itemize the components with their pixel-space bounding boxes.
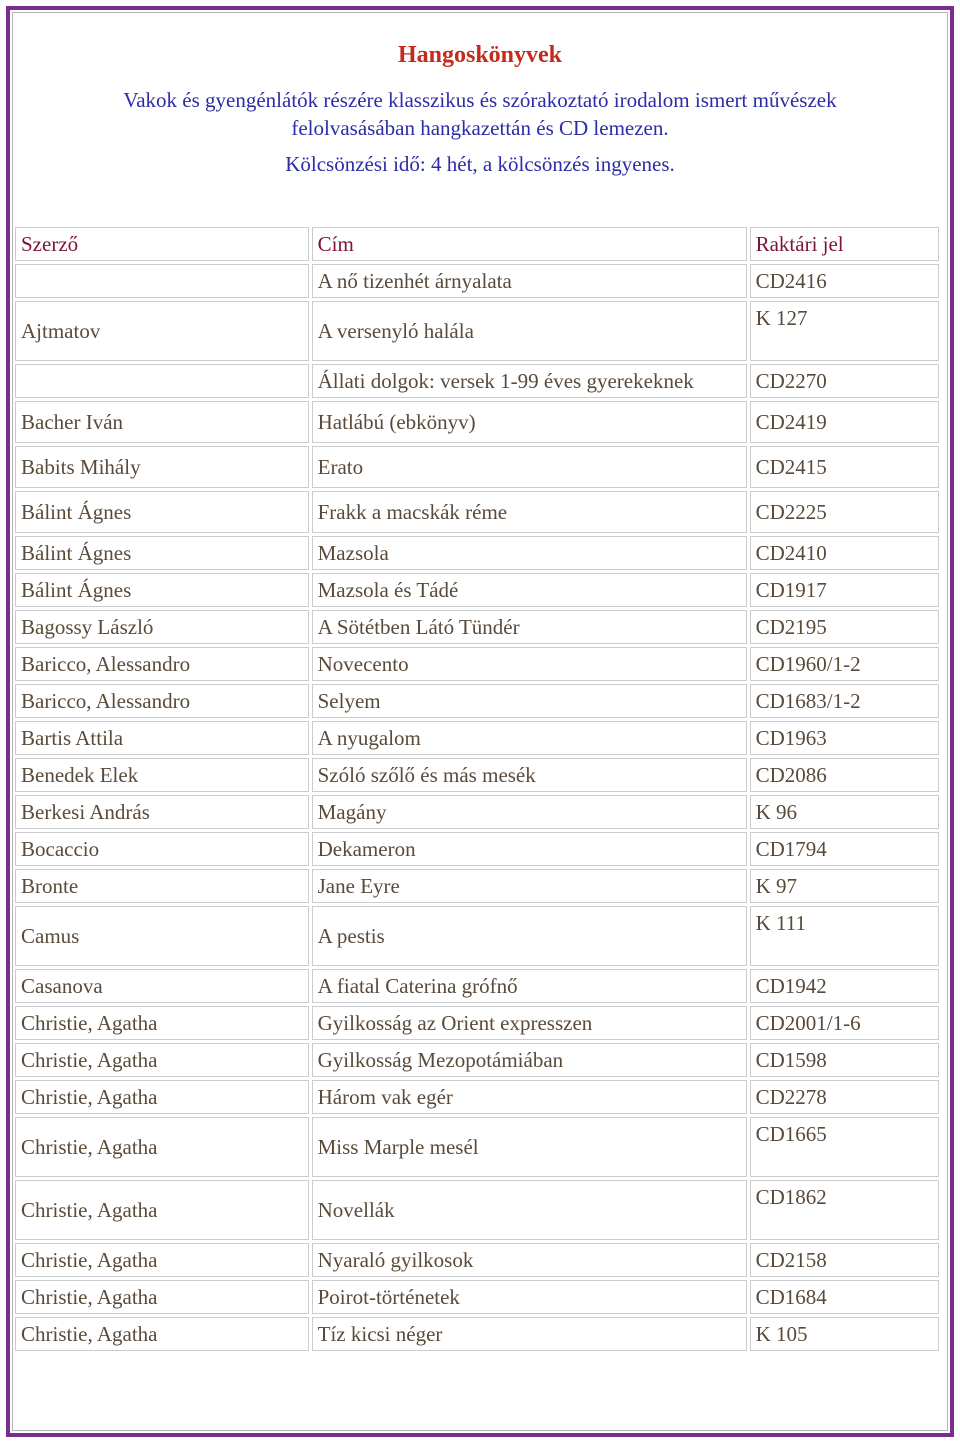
cell-author: Casanova [15, 969, 309, 1003]
cell-code: K 105 [750, 1317, 939, 1351]
table-row [15, 1317, 939, 1351]
cell-code: CD1917 [750, 573, 939, 607]
cell-code: CD2086 [750, 758, 939, 792]
cell-title: Dekameron [312, 832, 747, 866]
cell-code: CD2278 [750, 1080, 939, 1114]
cell-author: Christie, Agatha [15, 1280, 309, 1314]
table-row [15, 795, 939, 829]
cell-author: Christie, Agatha [15, 1180, 309, 1240]
cell-title: A nyugalom [312, 721, 747, 755]
audiobook-table [12, 224, 942, 1354]
table-row [15, 684, 939, 718]
cell-title: Hatlábú (ebkönyv) [312, 401, 747, 443]
cell-author: Christie, Agatha [15, 1243, 309, 1277]
cell-title: Erato [312, 446, 747, 488]
cell-author: Ajtmatov [15, 301, 309, 361]
table-row [15, 1043, 939, 1077]
cell-title: Novellák [312, 1180, 747, 1240]
table-row [15, 721, 939, 755]
table-row [15, 301, 939, 361]
cell-title: Novecento [312, 647, 747, 681]
cell-title: A pestis [312, 906, 747, 966]
cell-code: K 127 [750, 301, 939, 361]
cell-code: CD1963 [750, 721, 939, 755]
cell-author: Babits Mihály [15, 446, 309, 488]
header-author: Szerző [15, 227, 309, 261]
cell-code: CD2195 [750, 610, 939, 644]
cell-code: K 111 [750, 906, 939, 966]
cell-title: Három vak egér [312, 1080, 747, 1114]
table-row [15, 573, 939, 607]
cell-code: CD1960/1-2 [750, 647, 939, 681]
cell-title: Magány [312, 795, 747, 829]
cell-author: Christie, Agatha [15, 1117, 309, 1177]
table-row [15, 647, 939, 681]
table-row [15, 832, 939, 866]
table-row [15, 1006, 939, 1040]
table-row [15, 758, 939, 792]
cell-title: Miss Marple mesél [312, 1117, 747, 1177]
cell-author: Bocaccio [15, 832, 309, 866]
cell-code: CD1598 [750, 1043, 939, 1077]
table-row [15, 491, 939, 533]
cell-title: A nő tizenhét árnyalata [312, 264, 747, 298]
table-row [15, 401, 939, 443]
cell-title: A versenyló halála [312, 301, 747, 361]
cell-code: K 97 [750, 869, 939, 903]
table-row [15, 1117, 939, 1177]
cell-author: Camus [15, 906, 309, 966]
cell-title: Frakk a macskák réme [312, 491, 747, 533]
cell-author: Berkesi András [15, 795, 309, 829]
cell-code: CD2415 [750, 446, 939, 488]
cell-code: CD2001/1-6 [750, 1006, 939, 1040]
table-row [15, 1080, 939, 1114]
cell-title: Tíz kicsi néger [312, 1317, 747, 1351]
cell-title: Mazsola és Tádé [312, 573, 747, 607]
cell-code: CD2419 [750, 401, 939, 443]
loan-info: Kölcsönzési idő: 4 hét, a kölcsönzés ingyenes. [285, 152, 675, 176]
table-row [15, 1180, 939, 1240]
cell-author: Bálint Ágnes [15, 573, 309, 607]
cell-code: CD1794 [750, 832, 939, 866]
intro-text: Vakok és gyengénlátók részére klasszikus és szórakoztató irodalom ismert művészek felolvasásában hangkazettán és CD lemezen. [123, 88, 837, 140]
cell-author: Bagossy László [15, 610, 309, 644]
cell-author: Benedek Elek [15, 758, 309, 792]
page-title: Hangoskönyvek [397, 42, 563, 68]
cell-title: Gyilkosság Mezopotámiában [312, 1043, 747, 1077]
cell-author: Christie, Agatha [15, 1006, 309, 1040]
cell-author: Baricco, Alessandro [15, 684, 309, 718]
cell-author [15, 264, 309, 298]
table-body [15, 264, 939, 1351]
table-row [15, 906, 939, 966]
header-code: Raktári jel [750, 227, 939, 261]
cell-title: Nyaraló gyilkosok [312, 1243, 747, 1277]
cell-author: Baricco, Alessandro [15, 647, 309, 681]
cell-title: Jane Eyre [312, 869, 747, 903]
cell-author: Bartis Attila [15, 721, 309, 755]
cell-title: Gyilkosság az Orient expresszen [312, 1006, 747, 1040]
cell-title: A fiatal Caterina grófnő [312, 969, 747, 1003]
cell-title: Selyem [312, 684, 747, 718]
cell-code: CD2158 [750, 1243, 939, 1277]
cell-title: Állati dolgok: versek 1-99 éves gyerekeknek [312, 364, 747, 398]
cell-code: K 96 [750, 795, 939, 829]
cell-code: CD1665 [750, 1117, 939, 1177]
cell-author: Christie, Agatha [15, 1080, 309, 1114]
table-row [15, 1243, 939, 1277]
header-title: Cím [312, 227, 747, 261]
cell-code: CD1942 [750, 969, 939, 1003]
cell-author: Bálint Ágnes [15, 491, 309, 533]
cell-code: CD2270 [750, 364, 939, 398]
cell-title: Poirot-történetek [312, 1280, 747, 1314]
cell-code: CD2410 [750, 536, 939, 570]
cell-title: Mazsola [312, 536, 747, 570]
table-row [15, 610, 939, 644]
table-header-row [15, 227, 939, 261]
table-row [15, 869, 939, 903]
cell-author: Christie, Agatha [15, 1317, 309, 1351]
cell-author [15, 364, 309, 398]
table-row [15, 264, 939, 298]
table-row [15, 364, 939, 398]
cell-author: Bacher Iván [15, 401, 309, 443]
cell-code: CD1683/1-2 [750, 684, 939, 718]
cell-title: A Sötétben Látó Tündér [312, 610, 747, 644]
table-row [15, 446, 939, 488]
cell-code: CD2225 [750, 491, 939, 533]
cell-title: Szóló szőlő és más mesék [312, 758, 747, 792]
cell-author: Bronte [15, 869, 309, 903]
cell-code: CD1684 [750, 1280, 939, 1314]
table-row [15, 969, 939, 1003]
cell-code: CD1862 [750, 1180, 939, 1240]
table-row [15, 536, 939, 570]
cell-author: Bálint Ágnes [15, 536, 309, 570]
table-row [15, 1280, 939, 1314]
cell-author: Christie, Agatha [15, 1043, 309, 1077]
cell-code: CD2416 [750, 264, 939, 298]
